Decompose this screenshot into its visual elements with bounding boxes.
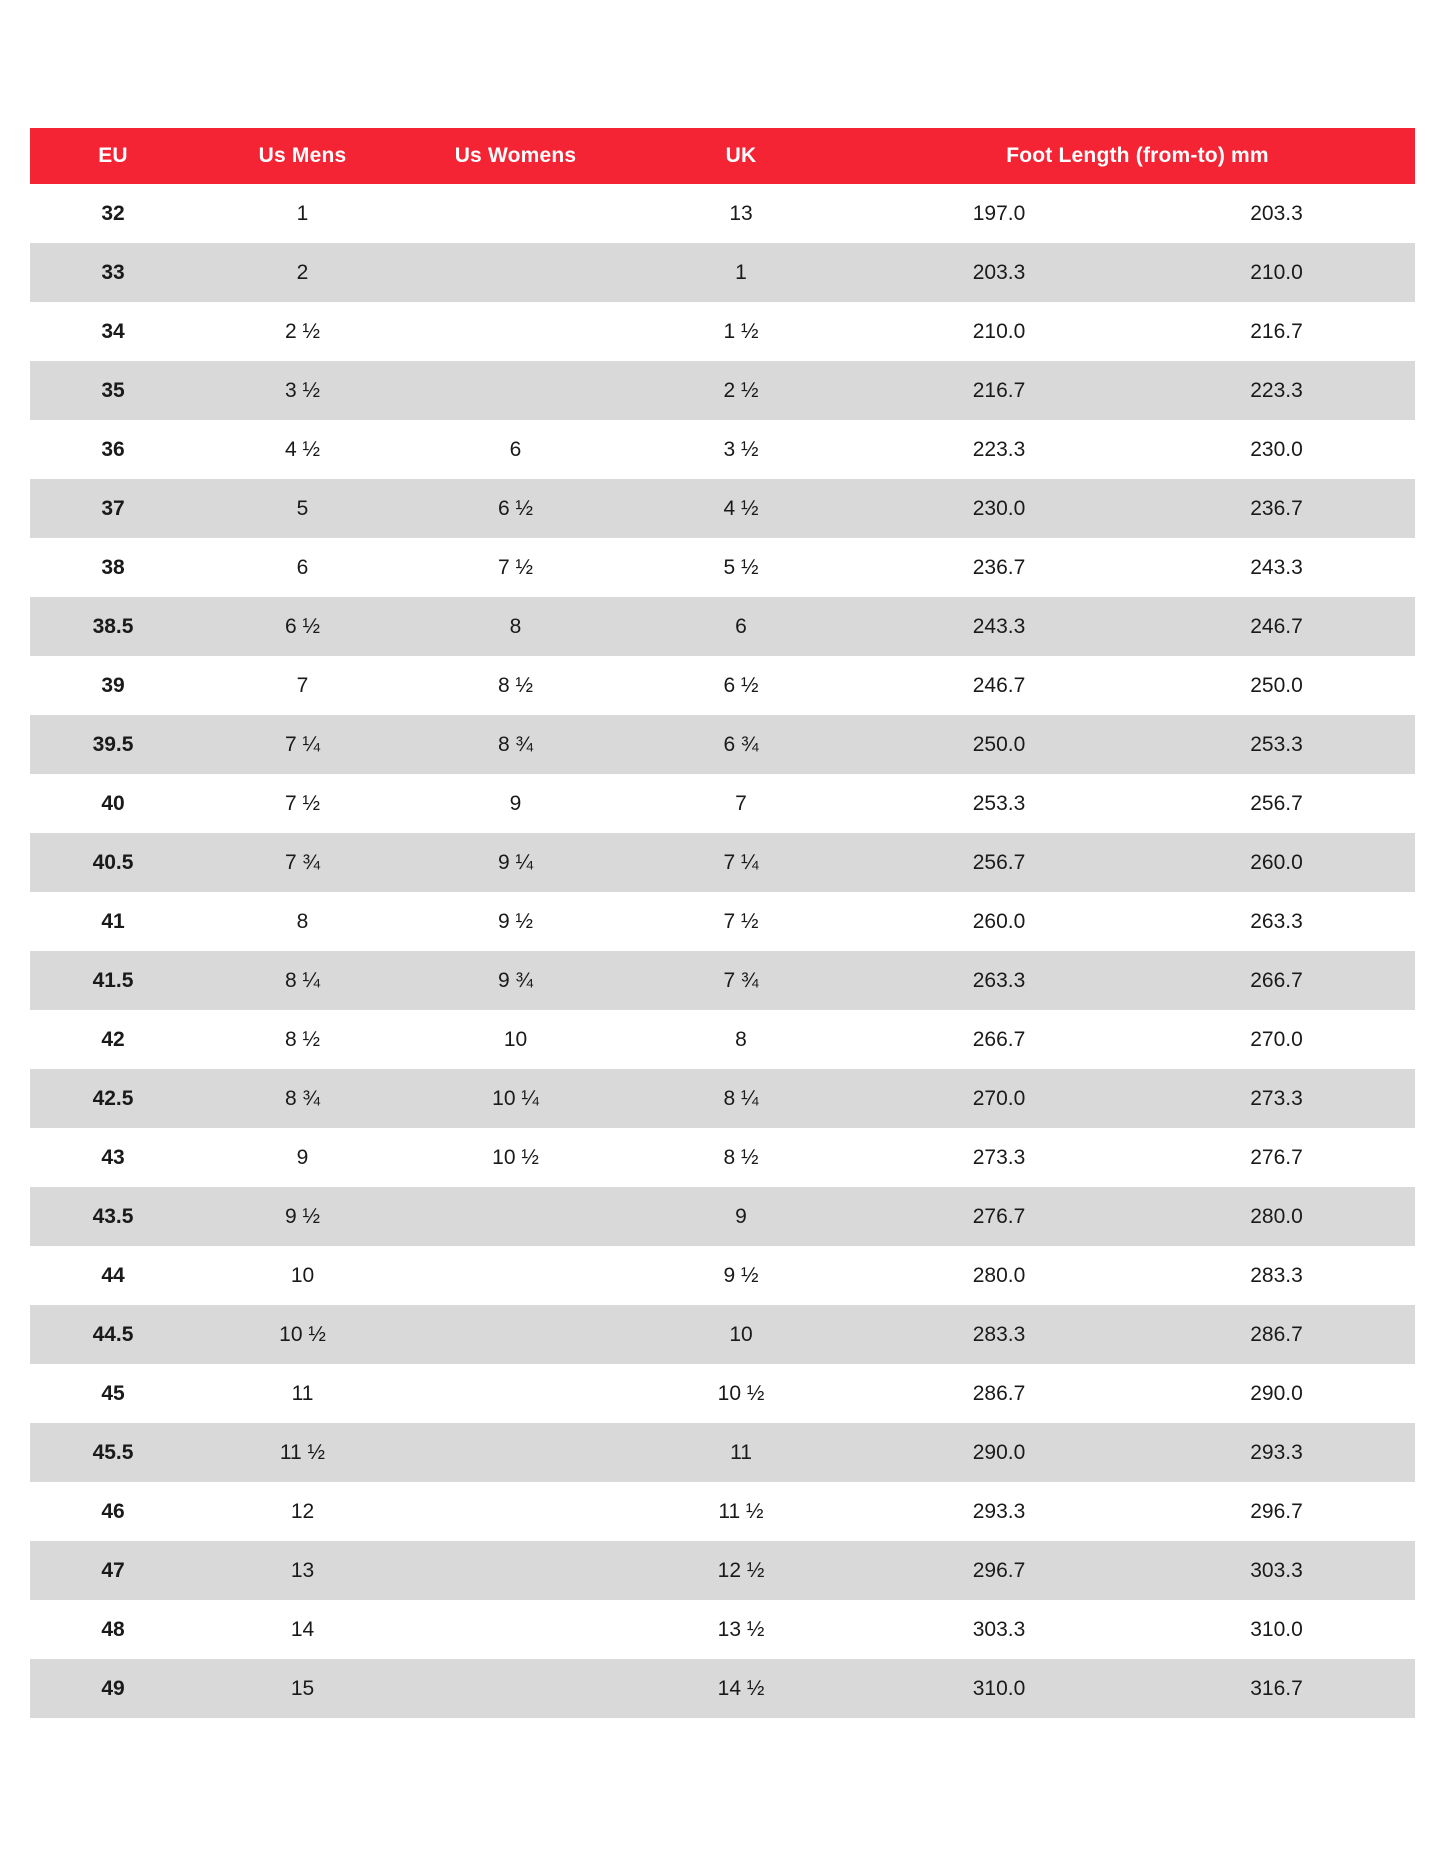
cell-foot-length-from: 310.0: [860, 1659, 1138, 1718]
cell-foot-length-from: 253.3: [860, 774, 1138, 833]
cell-foot-length-to: 286.7: [1138, 1305, 1415, 1364]
cell-uk: 12 ½: [622, 1541, 860, 1600]
table-row: [30, 892, 1415, 951]
table-row: [30, 1541, 1415, 1600]
cell-foot-length-from: 280.0: [860, 1246, 1138, 1305]
cell-foot-length-from: 293.3: [860, 1482, 1138, 1541]
cell-foot-length-to: 256.7: [1138, 774, 1415, 833]
cell-eu: 46: [30, 1482, 196, 1541]
cell-uk: 3 ½: [622, 420, 860, 479]
column-header-eu: EU: [30, 128, 196, 184]
cell-us-mens: 6 ½: [196, 597, 409, 656]
cell-us-mens: 11: [196, 1364, 409, 1423]
cell-us-mens: 1: [196, 184, 409, 243]
table-row: [30, 1128, 1415, 1187]
cell-us-mens: 15: [196, 1659, 409, 1718]
cell-us-womens: 6: [409, 420, 622, 479]
cell-foot-length-from: 223.3: [860, 420, 1138, 479]
cell-eu: 43.5: [30, 1187, 196, 1246]
cell-uk: 8 ¼: [622, 1069, 860, 1128]
cell-uk: 7 ¾: [622, 951, 860, 1010]
cell-us-mens: 7 ½: [196, 774, 409, 833]
table-row: [30, 597, 1415, 656]
cell-us-womens: [409, 302, 622, 361]
cell-foot-length-from: 230.0: [860, 479, 1138, 538]
table-body: [30, 184, 1415, 1718]
table-row: [30, 715, 1415, 774]
cell-foot-length-to: 263.3: [1138, 892, 1415, 951]
cell-us-mens: 7: [196, 656, 409, 715]
cell-foot-length-from: 270.0: [860, 1069, 1138, 1128]
table-row: [30, 302, 1415, 361]
cell-foot-length-to: 303.3: [1138, 1541, 1415, 1600]
cell-foot-length-to: 243.3: [1138, 538, 1415, 597]
cell-us-mens: 3 ½: [196, 361, 409, 420]
cell-foot-length-from: 260.0: [860, 892, 1138, 951]
cell-eu: 37: [30, 479, 196, 538]
cell-uk: 11: [622, 1423, 860, 1482]
table-row: [30, 1069, 1415, 1128]
cell-us-womens: [409, 1482, 622, 1541]
cell-foot-length-from: 263.3: [860, 951, 1138, 1010]
cell-uk: 11 ½: [622, 1482, 860, 1541]
cell-foot-length-from: 290.0: [860, 1423, 1138, 1482]
cell-us-womens: [409, 184, 622, 243]
cell-foot-length-to: 210.0: [1138, 243, 1415, 302]
cell-foot-length-to: 260.0: [1138, 833, 1415, 892]
cell-uk: 9 ½: [622, 1246, 860, 1305]
table-row: [30, 1010, 1415, 1069]
table-header-row: [30, 128, 1415, 184]
cell-foot-length-from: 250.0: [860, 715, 1138, 774]
cell-foot-length-to: 253.3: [1138, 715, 1415, 774]
cell-eu: 34: [30, 302, 196, 361]
table-row: [30, 479, 1415, 538]
cell-us-mens: 2 ½: [196, 302, 409, 361]
cell-foot-length-from: 203.3: [860, 243, 1138, 302]
cell-eu: 35: [30, 361, 196, 420]
cell-uk: 7 ½: [622, 892, 860, 951]
cell-us-mens: 6: [196, 538, 409, 597]
column-header-foot-length: Foot Length (from-to) mm: [860, 128, 1415, 184]
cell-us-mens: 7 ¼: [196, 715, 409, 774]
cell-us-mens: 7 ¾: [196, 833, 409, 892]
cell-foot-length-from: 243.3: [860, 597, 1138, 656]
cell-eu: 44.5: [30, 1305, 196, 1364]
cell-us-womens: 9 ¼: [409, 833, 622, 892]
cell-us-womens: 9 ¾: [409, 951, 622, 1010]
cell-us-womens: [409, 1305, 622, 1364]
table-header: [30, 128, 1415, 184]
cell-foot-length-to: 223.3: [1138, 361, 1415, 420]
table-row: [30, 1423, 1415, 1482]
cell-uk: 10: [622, 1305, 860, 1364]
cell-foot-length-to: 250.0: [1138, 656, 1415, 715]
cell-foot-length-to: 276.7: [1138, 1128, 1415, 1187]
cell-foot-length-to: 236.7: [1138, 479, 1415, 538]
cell-foot-length-from: 286.7: [860, 1364, 1138, 1423]
table-row: [30, 1187, 1415, 1246]
cell-us-womens: 6 ½: [409, 479, 622, 538]
cell-uk: 8 ½: [622, 1128, 860, 1187]
cell-us-mens: 13: [196, 1541, 409, 1600]
cell-us-womens: 10: [409, 1010, 622, 1069]
cell-us-mens: 10: [196, 1246, 409, 1305]
cell-us-womens: [409, 1187, 622, 1246]
cell-eu: 47: [30, 1541, 196, 1600]
cell-foot-length-to: 216.7: [1138, 302, 1415, 361]
cell-eu: 32: [30, 184, 196, 243]
cell-eu: 41: [30, 892, 196, 951]
cell-uk: 6 ¾: [622, 715, 860, 774]
cell-us-womens: 7 ½: [409, 538, 622, 597]
table-row: [30, 1600, 1415, 1659]
cell-us-womens: [409, 243, 622, 302]
cell-foot-length-from: 197.0: [860, 184, 1138, 243]
table-row: [30, 833, 1415, 892]
cell-us-mens: 9 ½: [196, 1187, 409, 1246]
table-row: [30, 1305, 1415, 1364]
cell-uk: 5 ½: [622, 538, 860, 597]
cell-eu: 45: [30, 1364, 196, 1423]
table-row: [30, 361, 1415, 420]
column-header-us-womens: Us Womens: [409, 128, 622, 184]
cell-foot-length-to: 293.3: [1138, 1423, 1415, 1482]
table-row: [30, 951, 1415, 1010]
table-row: [30, 774, 1415, 833]
cell-eu: 40: [30, 774, 196, 833]
cell-foot-length-to: 316.7: [1138, 1659, 1415, 1718]
cell-eu: 48: [30, 1600, 196, 1659]
cell-foot-length-to: 203.3: [1138, 184, 1415, 243]
cell-us-mens: 10 ½: [196, 1305, 409, 1364]
cell-foot-length-from: 210.0: [860, 302, 1138, 361]
cell-foot-length-to: 273.3: [1138, 1069, 1415, 1128]
cell-foot-length-to: 270.0: [1138, 1010, 1415, 1069]
table-row: [30, 1246, 1415, 1305]
cell-eu: 41.5: [30, 951, 196, 1010]
cell-us-womens: [409, 361, 622, 420]
cell-foot-length-to: 280.0: [1138, 1187, 1415, 1246]
table-row: [30, 1659, 1415, 1718]
cell-us-mens: 2: [196, 243, 409, 302]
cell-us-womens: [409, 1364, 622, 1423]
table-row: [30, 420, 1415, 479]
cell-us-mens: 4 ½: [196, 420, 409, 479]
cell-us-womens: 9 ½: [409, 892, 622, 951]
cell-uk: 6 ½: [622, 656, 860, 715]
column-header-uk: UK: [622, 128, 860, 184]
cell-eu: 42: [30, 1010, 196, 1069]
cell-foot-length-from: 276.7: [860, 1187, 1138, 1246]
cell-uk: 2 ½: [622, 361, 860, 420]
table-row: [30, 1364, 1415, 1423]
table-row: [30, 538, 1415, 597]
cell-us-womens: [409, 1659, 622, 1718]
table-row: [30, 243, 1415, 302]
cell-eu: 33: [30, 243, 196, 302]
cell-us-mens: 8 ¾: [196, 1069, 409, 1128]
cell-eu: 45.5: [30, 1423, 196, 1482]
cell-us-womens: 8: [409, 597, 622, 656]
cell-foot-length-to: 230.0: [1138, 420, 1415, 479]
cell-us-mens: 14: [196, 1600, 409, 1659]
table-row: [30, 184, 1415, 243]
cell-us-womens: [409, 1246, 622, 1305]
cell-foot-length-to: 296.7: [1138, 1482, 1415, 1541]
cell-foot-length-to: 283.3: [1138, 1246, 1415, 1305]
cell-us-mens: 11 ½: [196, 1423, 409, 1482]
cell-us-womens: 9: [409, 774, 622, 833]
cell-uk: 13 ½: [622, 1600, 860, 1659]
cell-eu: 44: [30, 1246, 196, 1305]
cell-uk: 8: [622, 1010, 860, 1069]
cell-foot-length-from: 303.3: [860, 1600, 1138, 1659]
cell-us-mens: 8: [196, 892, 409, 951]
cell-eu: 36: [30, 420, 196, 479]
cell-foot-length-to: 266.7: [1138, 951, 1415, 1010]
cell-eu: 38: [30, 538, 196, 597]
cell-foot-length-from: 216.7: [860, 361, 1138, 420]
column-header-us-mens: Us Mens: [196, 128, 409, 184]
cell-uk: 6: [622, 597, 860, 656]
cell-us-womens: 8 ½: [409, 656, 622, 715]
cell-eu: 39.5: [30, 715, 196, 774]
cell-uk: 9: [622, 1187, 860, 1246]
table-row: [30, 1482, 1415, 1541]
cell-uk: 1: [622, 243, 860, 302]
cell-us-womens: 8 ¾: [409, 715, 622, 774]
cell-foot-length-from: 236.7: [860, 538, 1138, 597]
cell-uk: 7 ¼: [622, 833, 860, 892]
cell-uk: 4 ½: [622, 479, 860, 538]
cell-foot-length-from: 296.7: [860, 1541, 1138, 1600]
cell-eu: 40.5: [30, 833, 196, 892]
cell-us-womens: [409, 1600, 622, 1659]
cell-eu: 38.5: [30, 597, 196, 656]
cell-eu: 39: [30, 656, 196, 715]
cell-uk: 14 ½: [622, 1659, 860, 1718]
cell-foot-length-to: 246.7: [1138, 597, 1415, 656]
cell-foot-length-from: 273.3: [860, 1128, 1138, 1187]
table-row: [30, 656, 1415, 715]
cell-foot-length-to: 290.0: [1138, 1364, 1415, 1423]
cell-us-womens: 10 ¼: [409, 1069, 622, 1128]
cell-us-mens: 9: [196, 1128, 409, 1187]
cell-us-mens: 8 ½: [196, 1010, 409, 1069]
cell-eu: 42.5: [30, 1069, 196, 1128]
cell-us-mens: 5: [196, 479, 409, 538]
cell-us-mens: 12: [196, 1482, 409, 1541]
cell-us-womens: 10 ½: [409, 1128, 622, 1187]
cell-eu: 43: [30, 1128, 196, 1187]
cell-foot-length-from: 256.7: [860, 833, 1138, 892]
cell-us-womens: [409, 1423, 622, 1482]
cell-uk: 13: [622, 184, 860, 243]
cell-foot-length-from: 246.7: [860, 656, 1138, 715]
cell-foot-length-to: 310.0: [1138, 1600, 1415, 1659]
cell-foot-length-from: 283.3: [860, 1305, 1138, 1364]
cell-uk: 1 ½: [622, 302, 860, 361]
cell-eu: 49: [30, 1659, 196, 1718]
cell-us-womens: [409, 1541, 622, 1600]
cell-foot-length-from: 266.7: [860, 1010, 1138, 1069]
cell-uk: 10 ½: [622, 1364, 860, 1423]
cell-us-mens: 8 ¼: [196, 951, 409, 1010]
cell-uk: 7: [622, 774, 860, 833]
shoe-size-chart-table: [30, 128, 1415, 1718]
